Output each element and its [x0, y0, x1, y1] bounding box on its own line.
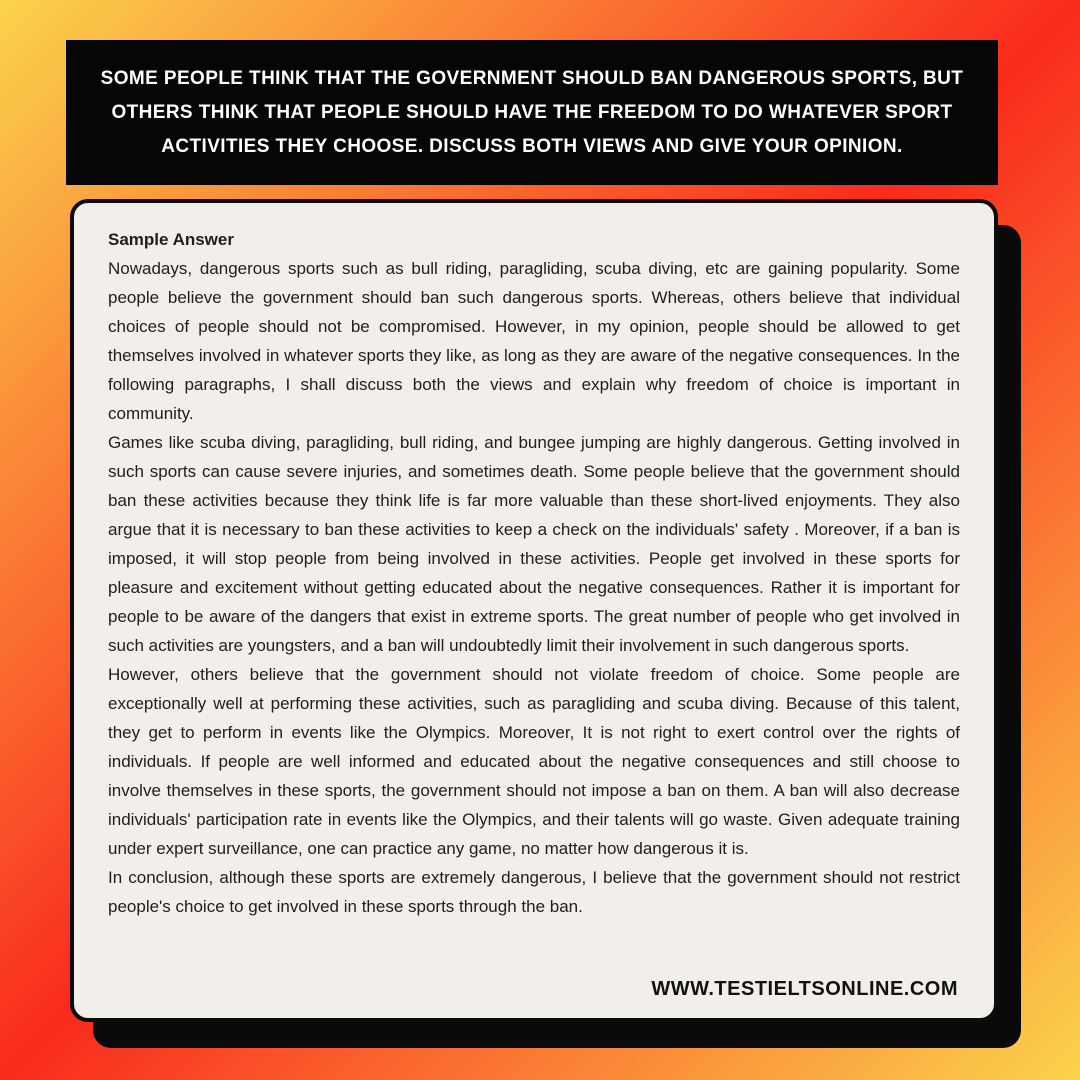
answer-paragraph-ban-view: Games like scuba diving, paragliding, bull riding, and bungee jumping are highly dangerous. Getting involved in such sports can cause severe injuries, and sometimes death. Some people believe that the government should ban these activities because they think life is far more valuable than these short-lived enjoyments. They also argue that it is necessary to ban these activities to keep a check on the individuals' safety . Moreover, if a ban is imposed, it will stop people from being involved in these activities. People get involved in these sports for pleasure and excitement without getting educated about the negative consequences. Rather it is important for people to be aware of the dangers that exist in extreme sports. The great number of people who get involved in such activities are youngsters, and a ban will undoubtedly limit their involvement in such dangerous sports. — [108, 433, 960, 655]
sample-answer-heading: Sample Answer — [108, 230, 234, 249]
website-url: WWW.TESTIELTSONLINE.COM — [651, 978, 958, 1000]
answer-paragraph-intro: Nowadays, dangerous sports such as bull riding, paragliding, scuba diving, etc are gaining popularity. Some people believe the government should ban such dangerous sports. Whereas, others believe that individual choices of people should not be compromised. However, in my opinion, people should be allowed to get themselves involved in whatever sports they like, as long as they are aware of the negative consequences. In the following paragraphs, I shall discuss both the views and explain why freedom of choice is important in community. — [108, 259, 960, 423]
answer-paragraph-conclusion: In conclusion, although these sports are extremely dangerous, I believe that the government should not restrict people's choice to get involved in these sports through the ban. — [108, 868, 960, 916]
question-banner — [66, 40, 998, 185]
sample-answer-card — [70, 199, 998, 1022]
question-text: SOME PEOPLE THINK THAT THE GOVERNMENT SHOULD BAN DANGEROUS SPORTS, BUT OTHERS THINK THAT PEOPLE SHOULD HAVE THE FREEDOM TO DO WHATEVER SPORT ACTIVITIES THEY CHOOSE. DISCUSS BOTH VIEWS AND GIVE YOUR OPINION. — [100, 67, 964, 157]
answer-paragraph-freedom-view: However, others believe that the government should not violate freedom of choice. Some people are exceptionally well at performing these activities, such as paragliding and scuba diving. Because of this talent, they get to perform in events like the Olympics. Moreover, It is not right to exert control over the rights of individuals. If people are well informed and educated about the negative consequences and still choose to involve themselves in these sports, the government should not impose a ban on them. A ban will also decrease individuals' participation rate in events like the Olympics, and their talents will go waste. Given adequate training under expert surveillance, one can practice any game, no matter how dangerous it is. — [108, 665, 960, 858]
